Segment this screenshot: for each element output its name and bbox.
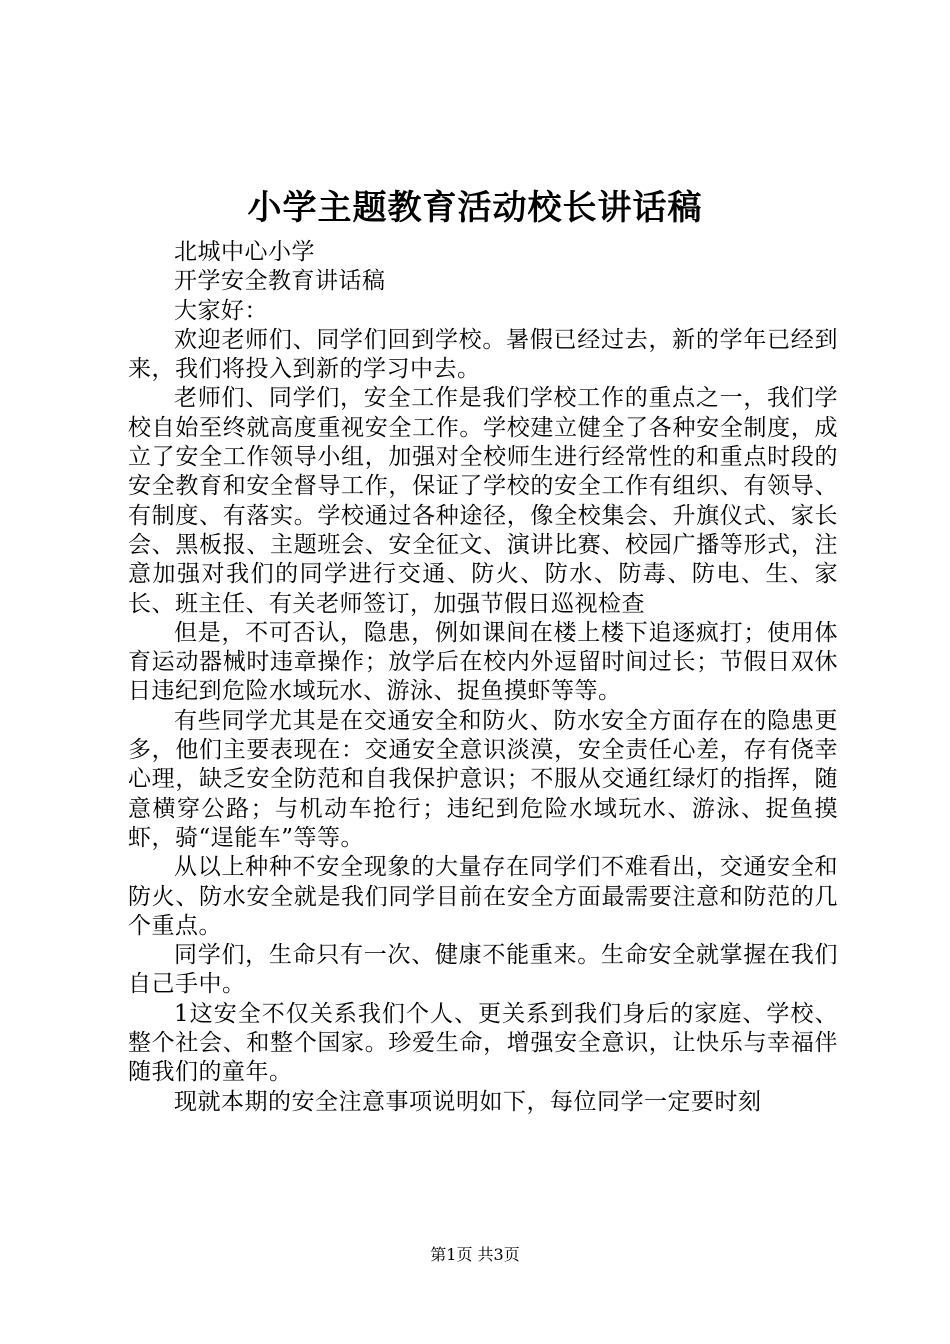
- paragraph-safety-work: 老师们、同学们，安全工作是我们学校工作的重点之一，我们学校自始至终就高度重视安全工作。学校建立健全了各种安全制度，成立了安全工作领导小组，加强对全校师生进行经常性的和重点时段的安全教育和安全督导工作，保证了学校的安全工作有组织、有领导、有制度、有落实。学校通过各种途径，像全校集会、升旗仪式、家长会、黑板报、主题班会、安全征文、演讲比赛、校园广播等形式，注意加强对我们的同学进行交通、防火、防水、防毒、防电、生、家长、班主任、有关老师签订，加强节假日巡视检查: [128, 385, 838, 617]
- paragraph-life: 同学们，生命只有一次、健康不能重来。生命安全就掌握在我们自己手中。: [128, 942, 838, 998]
- paragraph-key-points: 从以上种种不安全现象的大量存在同学们不难看出，交通安全和防火、防水安全就是我们同学目前在安全方面最需要注意和防范的几个重点。: [128, 854, 838, 939]
- paragraph-speech-title: 开学安全教育讲话稿: [174, 268, 386, 295]
- document-body: [128, 238, 838, 1117]
- paragraph-hazards: 但是，不可否认，隐患，例如课间在楼上楼下追逐疯打；使用体育运动器械时违章操作；放学后在校内外逗留时间过长；节假日双休日违纪到危险水域玩水、游泳、捉鱼摸虾等等。: [128, 619, 838, 705]
- page-footer: 第1页 共3页: [430, 1245, 520, 1264]
- paragraph-traffic-hazards: 有些同学尤其是在交通安全和防火、防水安全方面存在的隐患更多，他们主要表现在：交通安全意识淡漠，安全责任心差，存有侥幸心理，缺乏安全防范和自我保护意识；不服从交通红绿灯的指挥，随意横穿公路；与机动车抢行；违纪到危险水域玩水、游泳、捉鱼摸虾，骑“逞能车”等等。: [128, 707, 838, 851]
- paragraph-school-name: 北城中心小学: [174, 239, 315, 265]
- document-title: 小学主题教育活动校长讲话稿: [247, 188, 703, 228]
- paragraph-importance: 1这安全不仅关系我们个人、更关系到我们身后的家庭、学校、整个社会、和整个国家。珍爱生命，增强安全意识，让快乐与幸福伴随我们的童年。: [128, 1000, 838, 1086]
- paragraph-welcome: 欢迎老师们、同学们回到学校。暑假已经过去，新的学年已经到来，我们将投入到新的学习中去。: [128, 326, 838, 383]
- paragraph-notice: 现就本期的安全注意事项说明如下，每位同学一定要时刻: [174, 1088, 762, 1115]
- paragraph-greeting: 大家好：: [174, 297, 268, 324]
